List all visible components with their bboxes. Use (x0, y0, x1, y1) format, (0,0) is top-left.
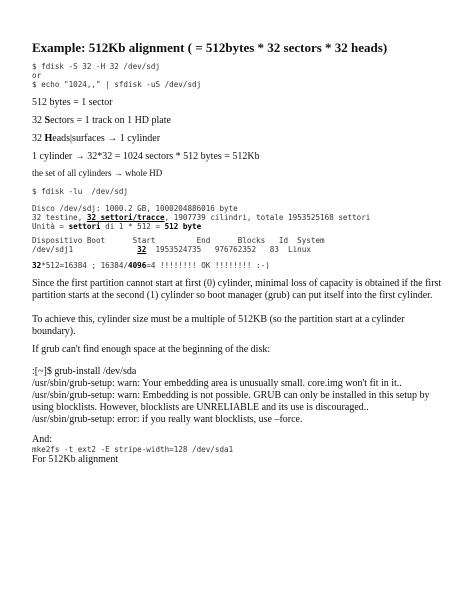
paragraph-partition-start: Since the first partition cannot start at first (0) cylinder, minimal loss of capacity is obtained if the first partition starts at the second (1) cylinder so boot manager (grub) can put itself into the first cylinder. (32, 278, 442, 301)
heads-line (32, 133, 160, 145)
disk-info-line: Disco /dev/sdj: 1000.2 GB, 1000204886016 byte (32, 204, 238, 213)
sector-definition: 512 bytes = 1 sector (32, 97, 113, 108)
sectors-line (32, 115, 171, 127)
heads-bold-letter: H (44, 133, 53, 144)
command-or: or (32, 71, 42, 80)
sectors-suffix: ectors = 1 track on 1 HD plate (50, 115, 171, 126)
partition-table-header: Dispositivo Boot Start End Blocks Id System (32, 236, 325, 245)
whole-hd-line: the set of all cylinders → whole HD (32, 168, 163, 178)
grub-warn-small: /usr/sbin/grub-setup: warn: Your embedding area is unusually small. core.img won't fit in it.. (32, 378, 402, 389)
partition-table-row (32, 245, 311, 255)
units-mid: di 1 * 512 = (100, 222, 165, 231)
units-prefix: Unità = (32, 222, 69, 231)
grub-warn-embedding: /usr/sbin/grub-setup: warn: Embedding is not possible. GRUB can only be installed in this setup by using blocklists. However, blocklists are UNRELIABLE and its use is discouraged.. (32, 390, 430, 413)
row-rest: 1953524735 976762352 83 Linux (146, 245, 311, 254)
units-line (32, 222, 201, 232)
sectors-prefix: 32 (32, 115, 45, 126)
units-sectors: settori (68, 222, 101, 231)
geometry-suffix: , 1907739 cilindri, totale 1953525168 settori (164, 213, 371, 222)
units-byte: 512 byte (164, 222, 202, 231)
cylinder-line: 1 cylinder → 32*32 = 1024 sectors * 512 bytes = 512Kb (32, 151, 260, 162)
heads-prefix: 32 (32, 133, 45, 144)
paragraph-cylinder-size: To achieve this, cylinder size must be a multiple of 512KB (so the partition start at a cylinder boundary). (32, 314, 405, 337)
page-title: Example: 512Kb alignment ( = 512bytes * 32 sectors * 32 heads) (32, 40, 388, 55)
grub-install-command: :[~]$ grub-install /dev/sda (32, 366, 137, 377)
sectors-per-track: 32 settori/tracce (86, 213, 165, 222)
command-sfdisk: $ echo "1024,," | sfdisk -uS /dev/sdj (32, 80, 202, 89)
calc-start: 32 (32, 261, 42, 270)
mke2fs-command: mke2fs -t ext2 -E stripe-width=128 /dev/sda1 (32, 445, 234, 454)
paragraph-grub-space: If grub can't find enough space at the beginning of the disk: (32, 344, 271, 355)
heads-suffix: eads|surfaces → 1 cylinder (52, 133, 161, 144)
grub-error: /usr/sbin/grub-setup: error: if you really want blocklists, use –force. (32, 414, 303, 425)
geometry-prefix: 32 testine, (32, 213, 87, 222)
command-fdisk: $ fdisk -S 32 -H 32 /dev/sdj (32, 62, 161, 71)
command-fdisk-list: $ fdisk -lu /dev/sdj (32, 187, 129, 196)
calc-mid: *512=16384 ; 16384/ (41, 261, 129, 270)
row-start: 32 (137, 245, 147, 254)
calc-result: =4 !!!!!!!! OK !!!!!!!! :-) (146, 261, 270, 270)
and-label: And: (32, 434, 52, 445)
footer-note: For 512Kb alignment (32, 454, 119, 465)
sectors-bold-letter: S (44, 115, 51, 126)
alignment-calc (32, 261, 270, 271)
calc-block: 4096 (128, 261, 147, 270)
row-device: /dev/sdj1 (32, 245, 138, 254)
